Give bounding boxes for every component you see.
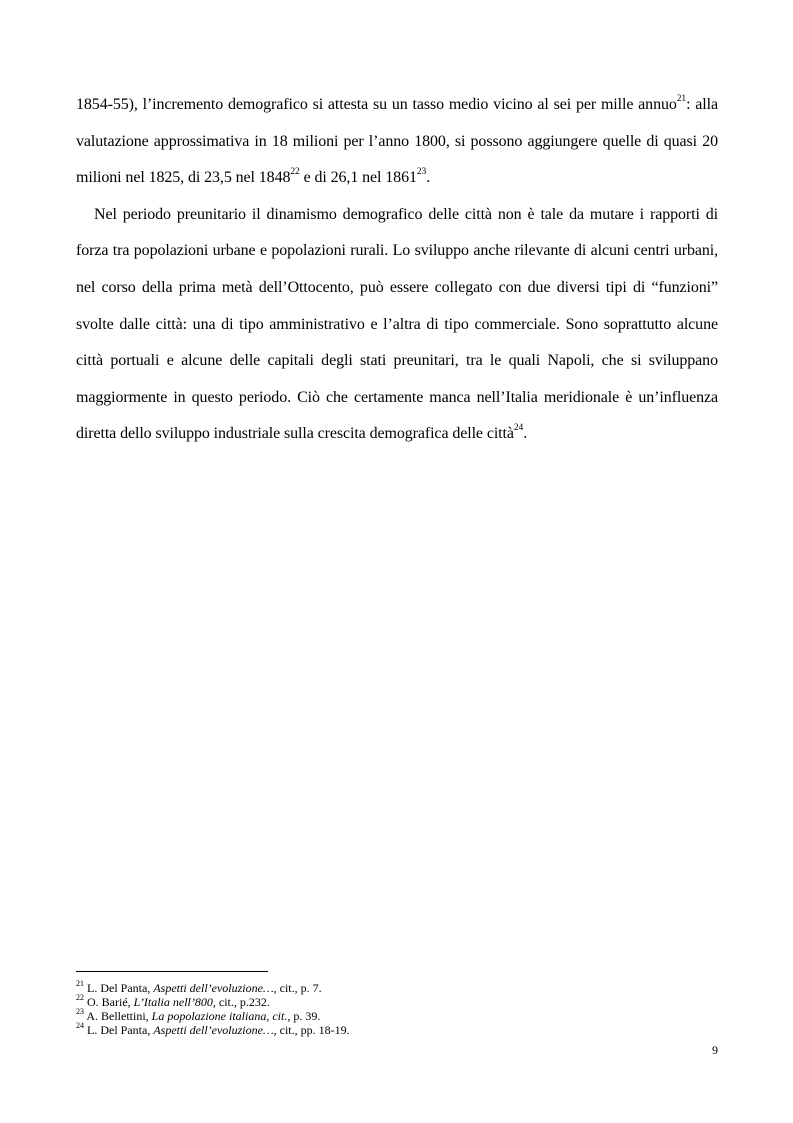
footnote-title: Aspetti dell’evoluzione…,: [153, 1023, 277, 1037]
text-run: e di 26,1 nel 1861: [299, 169, 417, 187]
footnote-citation: cit., pp. 18-19.: [276, 1023, 350, 1037]
footnote-23: [76, 1009, 718, 1023]
footnote-citation: cit., p.232.: [215, 995, 270, 1009]
page-number: 9: [712, 1043, 718, 1057]
footnote-author: A. Bellettini,: [86, 1009, 152, 1023]
footnote-separator: [76, 971, 268, 972]
paragraph-2: [76, 197, 718, 453]
footnote-citation: p. 39.: [290, 1009, 321, 1023]
footnote-title: L’Italia nell’800,: [133, 995, 216, 1009]
text-run: : alla valutazione approssimativa in 18 milioni per l’anno 1800, si possono aggiungere quelle di quasi 20 milioni nel 1825, di 23,5 nel 1848: [76, 96, 718, 187]
footnote-title: Aspetti dell’evoluzione…,: [153, 981, 277, 995]
footnote-ref-24[interactable]: 24: [513, 423, 524, 434]
text-run: .: [426, 169, 431, 187]
body-text: [76, 87, 718, 453]
footnote-number: 23: [76, 1007, 84, 1016]
footnote-title: La popolazione italiana, cit.,: [151, 1009, 291, 1023]
footnote-21: [76, 981, 718, 995]
paragraph-1: [76, 87, 718, 197]
footnote-ref-22[interactable]: 22: [290, 166, 300, 177]
text-run: .: [523, 425, 528, 443]
footnote-24: [76, 1023, 718, 1037]
footnote-ref-21[interactable]: 21: [676, 93, 687, 104]
footnote-author: O. Barié,: [87, 995, 134, 1009]
footnote-number: 21: [76, 979, 84, 988]
footnote-author: L. Del Panta,: [87, 1023, 154, 1037]
footnote-citation: cit., p. 7.: [276, 981, 322, 995]
footnotes: [76, 981, 718, 1037]
footnote-ref-23[interactable]: 23: [416, 166, 427, 177]
footnote-author: L. Del Panta,: [87, 981, 154, 995]
footnote-number: 22: [76, 993, 84, 1002]
footnote-22: [76, 995, 718, 1009]
text-run: Nel periodo preunitario il dinamismo demografico delle città non è tale da mutare i rapporti di forza tra popolazioni urbane e popolazioni rurali. Lo sviluppo anche rilevante di alcuni centri urbani, nel corso della prima metà dell’Ottocento, può essere collegato con due diversi tipi di “funzioni” svolte dalle città: una di tipo amministrativo e l’altra di tipo commerciale. Sono soprattutto alcune città portuali e alcune delle capitali degli stati preunitari, tra le quali Napoli, che si sviluppano maggiormente in questo periodo. Ciò che certamente manca nell’Italia meridionale è un’influenza diretta dello sviluppo industriale sulla crescita demografica delle città: [76, 205, 718, 443]
text-run: 1854-55), l’incremento demografico si attesta su un tasso medio vicino al sei per mille annuo: [76, 96, 677, 113]
footnote-number: 24: [76, 1021, 84, 1030]
